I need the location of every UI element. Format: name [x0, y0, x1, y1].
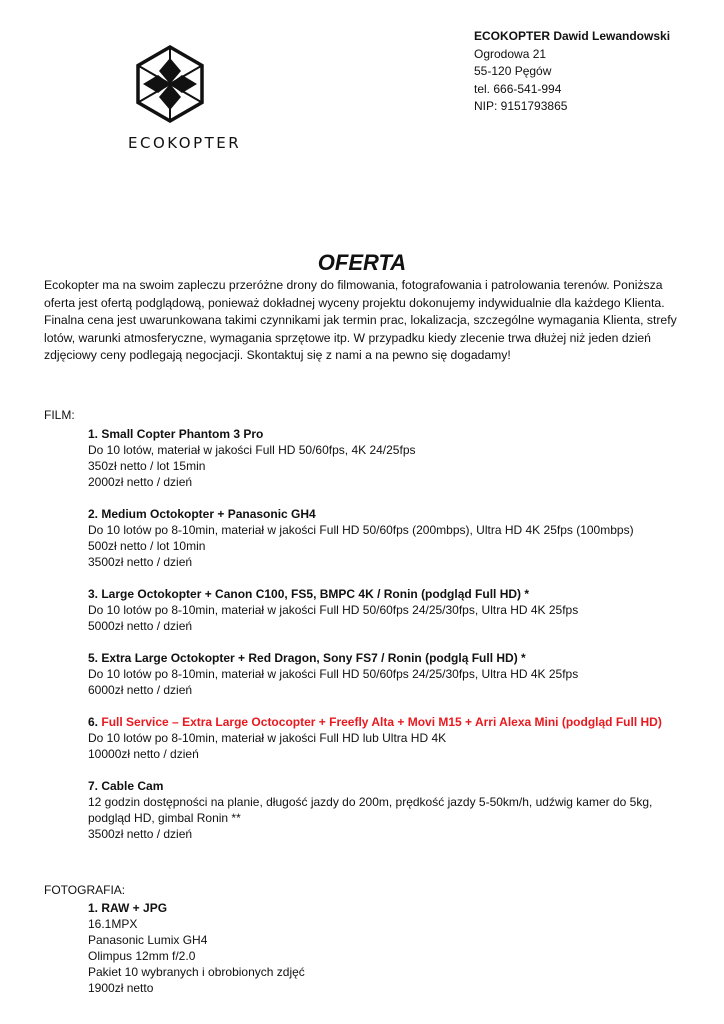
item-detail: Do 10 lotów po 8-10min, materiał w jakości Full HD 50/60fps 24/25/30fps, Ultra HD 4K 25fps [88, 667, 579, 681]
film-item-1 [88, 426, 688, 490]
item-price: 1900zł netto [88, 981, 154, 995]
item-detail: Pakiet 10 wybranych i obrobionych zdjęć [88, 965, 305, 979]
film-item-6-full-service [88, 714, 688, 762]
item-price: 3500zł netto / dzień [88, 555, 193, 569]
item-detail: Do 10 lotów po 8-10min, materiał w jakości Full HD 50/60fps 24/25/30fps, Ultra HD 4K 25fps [88, 603, 579, 617]
film-item-2 [88, 506, 688, 570]
item-price: 350zł netto / lot 15min [88, 459, 206, 473]
item-detail: Do 10 lotów po 8-10min, materiał w jakości Full HD lub Ultra HD 4K [88, 731, 447, 745]
hexagon-logo-icon [134, 44, 206, 124]
item-title [88, 714, 688, 730]
item-price: 5000zł netto / dzień [88, 619, 193, 633]
item-title: 3. Large Octokopter + Canon C100, FS5, BMPC 4K / Ronin (podgląd Full HD) * [88, 587, 530, 601]
item-price: 500zł netto / lot 10min [88, 539, 206, 553]
item-title: 1. RAW + JPG [88, 901, 168, 915]
item-number: 6. [88, 715, 99, 729]
ecokopter-logo [128, 44, 242, 152]
item-price: 10000zł netto / dzień [88, 747, 199, 761]
item-price: 6000zł netto / dzień [88, 683, 193, 697]
item-detail: Olimpus 12mm f/2.0 [88, 949, 196, 963]
item-detail: Panasonic Lumix GH4 [88, 933, 208, 947]
film-list [88, 426, 688, 858]
item-detail: Do 10 lotów, materiał w jakości Full HD 50/60fps, 4K 24/25fps [88, 443, 416, 457]
item-price: 2000zł netto / dzień [88, 475, 193, 489]
company-nip: NIP: 9151793865 [474, 99, 568, 113]
film-section-label: FILM: [44, 408, 75, 422]
item-price: 3500zł netto / dzień [88, 827, 193, 841]
full-service-title: Full Service – Extra Large Octocopter + Freefly Alta + Movi M15 + Arri Alexa Mini (podgląd Full HD) [101, 715, 662, 729]
item-detail: 12 godzin dostępności na planie, długość jazdy do 200m, prędkość jazdy 5-50km/h, udźwig kamer do 5kg, podgląd HD, gimbal Ronin ** [88, 795, 653, 825]
foto-item-1 [88, 900, 688, 996]
film-item-3 [88, 586, 688, 634]
film-item-5 [88, 650, 688, 698]
item-detail: 16.1MPX [88, 917, 138, 931]
item-detail: Do 10 lotów po 8-10min, materiał w jakości Full HD 50/60fps (200mbps), Ultra HD 4K 25fps (100mbps) [88, 523, 634, 537]
company-city: 55-120 Pęgów [474, 64, 552, 78]
item-title: 1. Small Copter Phantom 3 Pro [88, 427, 264, 441]
film-item-7 [88, 778, 688, 842]
company-phone: tel. 666-541-994 [474, 81, 562, 96]
foto-list [88, 900, 688, 1012]
company-info [474, 28, 670, 116]
page-title: OFERTA [317, 250, 407, 275]
item-title: 5. Extra Large Octokopter + Red Dragon, Sony FS7 / Ronin (podglą Full HD) * [88, 651, 526, 665]
company-street: Ogrodowa 21 [474, 46, 547, 61]
company-name: ECOKOPTER Dawid Lewandowski [474, 29, 671, 43]
item-title: 7. Cable Cam [88, 779, 164, 793]
foto-section-label: FOTOGRAFIA: [44, 883, 126, 897]
item-title: 2. Medium Octokopter + Panasonic GH4 [88, 507, 316, 521]
intro-paragraph: Ecokopter ma na swoim zapleczu przeróżne drony do filmowania, fotografowania i patrolowania terenów. Poniższa oferta jest ofertą podglądową, ponieważ dokładnej wyceny projektu dokonujemy indywidualnie dla każdego Klienta. Finalna cena jest uwarunkowana takimi czynnikami jak termin prac, lokalizacja, szczególne wymagania Klienta, strefy lotów, warunki atmosferyczne, wymagania sprzętowe itp. W przypadku kiedy zlecenie trwa dłużej niż jeden dzień zdjęciowy ceny podlegają negocjacji. Skontaktuj się z nami a na pewno się dogadamy! [44, 278, 677, 362]
logo-wordmark: ECOKOPTER [128, 134, 242, 152]
